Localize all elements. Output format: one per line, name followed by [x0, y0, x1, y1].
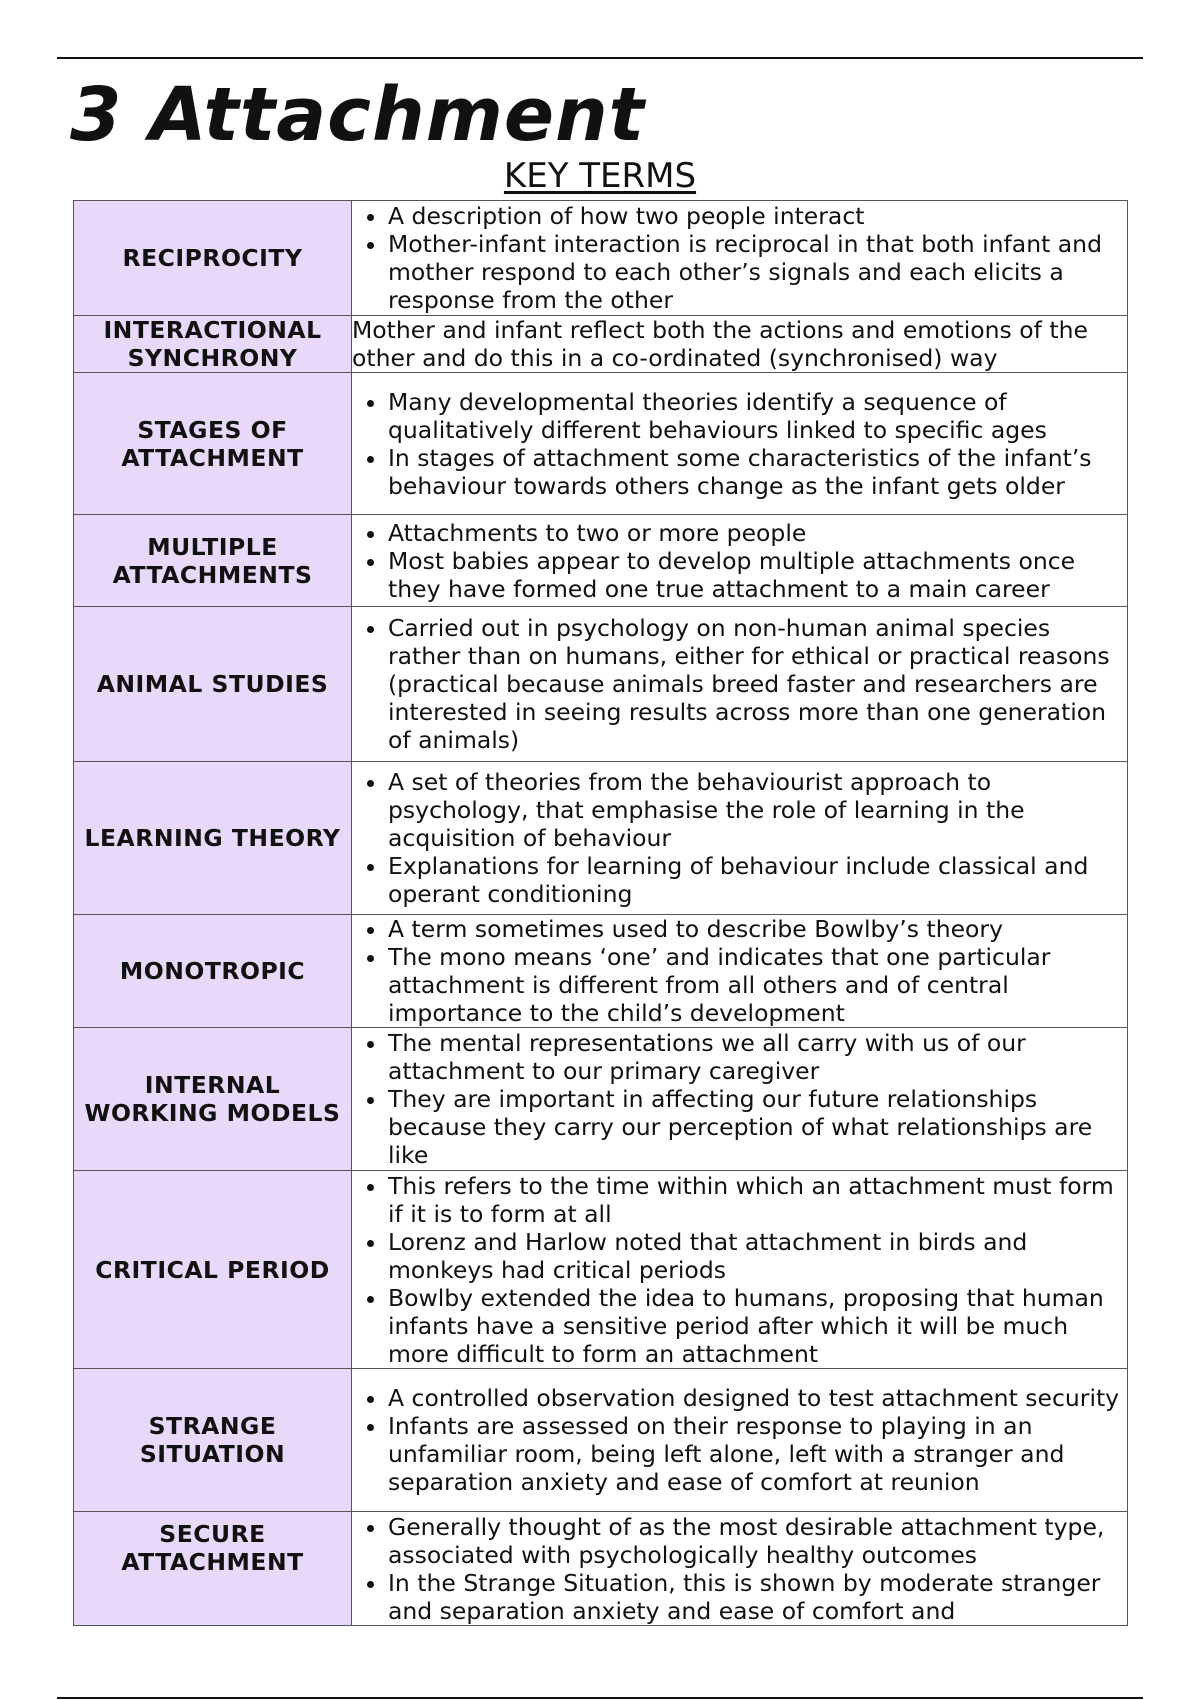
term-cell: INTERNAL WORKING MODELS — [74, 1028, 352, 1171]
definition-bullet: • In stages of attachment some characteristics of the infant’s behaviour towards others change as the infant gets older — [388, 444, 1127, 500]
table-row — [74, 201, 1128, 316]
term-cell: SECURE ATTACHMENT — [74, 1512, 352, 1626]
table-row — [74, 316, 1128, 373]
definition-bullet: • Carried out in psychology on non-human animal species rather than on humans, either for ethical or practical reasons (practical because animals breed faster and researchers are interested in seeing results across more than one generation of animals) — [388, 614, 1127, 754]
definition-cell — [352, 201, 1128, 316]
definition-cell — [352, 373, 1128, 515]
definition-cell — [352, 1512, 1128, 1626]
definition-bullet: • Many developmental theories identify a sequence of qualitatively different behaviours linked to specific ages — [388, 388, 1127, 444]
table-row — [74, 1028, 1128, 1171]
definition-cell — [352, 316, 1128, 373]
table-row — [74, 1171, 1128, 1369]
table-row — [74, 1369, 1128, 1512]
definition-bullet: • Infants are assessed on their response to playing in an unfamiliar room, being left alone, left with a stranger and separation anxiety and ease of comfort at reunion — [388, 1412, 1127, 1496]
definition-bullet: • In the Strange Situation, this is shown by moderate stranger and separation anxiety and ease of comfort and — [388, 1569, 1127, 1625]
definition-bullet: • The mono means ‘one’ and indicates that one particular attachment is different from all others and of central importance to the child’s development — [388, 943, 1127, 1027]
table-row — [74, 762, 1128, 915]
top-rule — [57, 57, 1143, 59]
definition-bullet: • Lorenz and Harlow noted that attachment in birds and monkeys had critical periods — [388, 1228, 1127, 1284]
definition-bullet: • Mother-infant interaction is reciprocal in that both infant and mother respond to each other’s signals and each elicits a response from the other — [388, 230, 1127, 314]
definition-cell — [352, 1028, 1128, 1171]
definition-bullet: • Attachments to two or more people — [388, 519, 1127, 547]
key-terms-table — [73, 200, 1128, 1626]
definition-bullet: • This refers to the time within which an attachment must form if it is to form at all — [388, 1172, 1127, 1228]
definition-bullet: • A description of how two people interact — [388, 202, 1127, 230]
definition-text: Mother and infant reflect both the actions and emotions of the other and do this in a co-ordinated (synchronised) way — [352, 316, 1088, 372]
definition-bullet: • Explanations for learning of behaviour include classical and operant conditioning — [388, 852, 1127, 908]
term-cell: MULTIPLE ATTACHMENTS — [74, 515, 352, 607]
definition-cell — [352, 515, 1128, 607]
bottom-rule — [57, 1697, 1143, 1699]
term-cell: STRANGE SITUATION — [74, 1369, 352, 1512]
definition-cell — [352, 915, 1128, 1028]
definition-cell — [352, 607, 1128, 762]
definition-cell — [352, 1171, 1128, 1369]
table-row — [74, 1512, 1128, 1626]
definition-bullet: • A set of theories from the behaviourist approach to psychology, that emphasise the role of learning in the acquisition of behaviour — [388, 768, 1127, 852]
definition-bullet: • Bowlby extended the idea to humans, proposing that human infants have a sensitive period after which it will be much more difficult to form an attachment — [388, 1284, 1127, 1368]
term-cell: INTERACTIONAL SYNCHRONY — [74, 316, 352, 373]
definition-bullet: • A term sometimes used to describe Bowlby’s theory — [388, 915, 1127, 943]
definition-bullet: • Generally thought of as the most desirable attachment type, associated with psychologically healthy outcomes — [388, 1513, 1127, 1569]
term-cell: ANIMAL STUDIES — [74, 607, 352, 762]
table-row — [74, 373, 1128, 515]
term-cell: CRITICAL PERIOD — [74, 1171, 352, 1369]
definition-bullet: • Most babies appear to develop multiple attachments once they have formed one true attachment to a main career — [388, 547, 1127, 603]
term-cell: RECIPROCITY — [74, 201, 352, 316]
definition-bullet: • They are important in affecting our future relationships because they carry our perception of what relationships are like — [388, 1085, 1127, 1169]
term-cell: LEARNING THEORY — [74, 762, 352, 915]
term-cell: STAGES OF ATTACHMENT — [74, 373, 352, 515]
table-row — [74, 915, 1128, 1028]
definition-cell — [352, 762, 1128, 915]
page-title: 3 Attachment — [70, 72, 646, 158]
definition-bullet: • A controlled observation designed to test attachment security — [388, 1384, 1127, 1412]
table-row — [74, 607, 1128, 762]
table-row — [74, 515, 1128, 607]
section-subtitle: KEY TERMS — [503, 156, 697, 196]
definition-bullet: • The mental representations we all carry with us of our attachment to our primary caregiver — [388, 1029, 1127, 1085]
definition-cell — [352, 1369, 1128, 1512]
term-cell: MONOTROPIC — [74, 915, 352, 1028]
